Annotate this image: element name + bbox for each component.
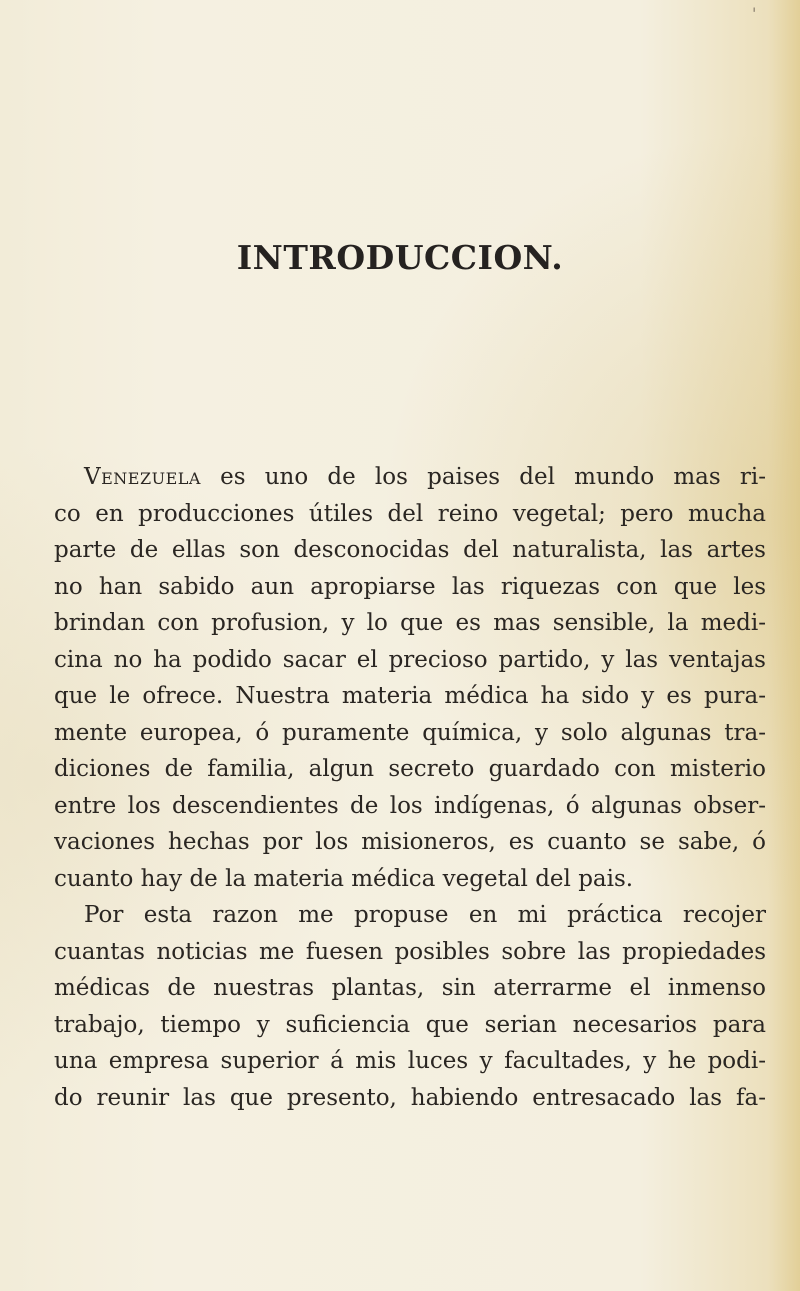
text-line: vaciones hechas por los misioneros, es cuanto se sabe, ó xyxy=(54,829,766,855)
margin-mark: ' xyxy=(752,4,757,23)
lead-word: Venezuela xyxy=(84,464,201,490)
chapter-heading: INTRODUCCION. xyxy=(236,238,564,277)
text-line: Venezuela es uno de los paises del mundo mas ri- xyxy=(84,464,766,490)
text-line: Por esta razon me propuse en mi práctica recojer xyxy=(84,902,766,928)
text-line: parte de ellas son desconocidas del naturalista, las artes xyxy=(54,537,766,563)
text-line: diciones de familia, algun secreto guardado con misterio xyxy=(54,756,766,782)
text-line: cina no ha podido sacar el precioso partido, y las ventajas xyxy=(54,646,766,673)
text-line: una empresa superior á mis luces y facultades, y he podi- xyxy=(54,1048,766,1074)
text-line: mente europea, ó puramente química, y solo algunas tra- xyxy=(54,719,766,746)
text-line: que le ofrece. Nuestra materia médica ha sido y es pura- xyxy=(54,683,766,709)
text-line: entre los descendientes de los indígenas, ó algunas obser- xyxy=(54,792,766,819)
text-line: cuanto hay de la materia médica vegetal del pais. xyxy=(54,865,634,892)
text-line: co en producciones útiles del reino vegetal; pero mucha xyxy=(54,500,766,527)
text-line: cuantas noticias me fuesen posibles sobre las propiedades xyxy=(54,938,766,965)
text-line: médicas de nuestras plantas, sin aterrarme el inmenso xyxy=(54,975,766,1001)
text-line: brindan con profusion, y lo que es mas sensible, la medi- xyxy=(54,610,766,636)
body-text xyxy=(54,459,766,1116)
text-line: no han sabido aun apropiarse las riquezas con que les xyxy=(54,573,766,600)
text-line: do reunir las que presento, habiendo entresacado las fa- xyxy=(54,1084,766,1111)
text-line: trabajo, tiempo y suficiencia que serian necesarios para xyxy=(54,1011,766,1038)
